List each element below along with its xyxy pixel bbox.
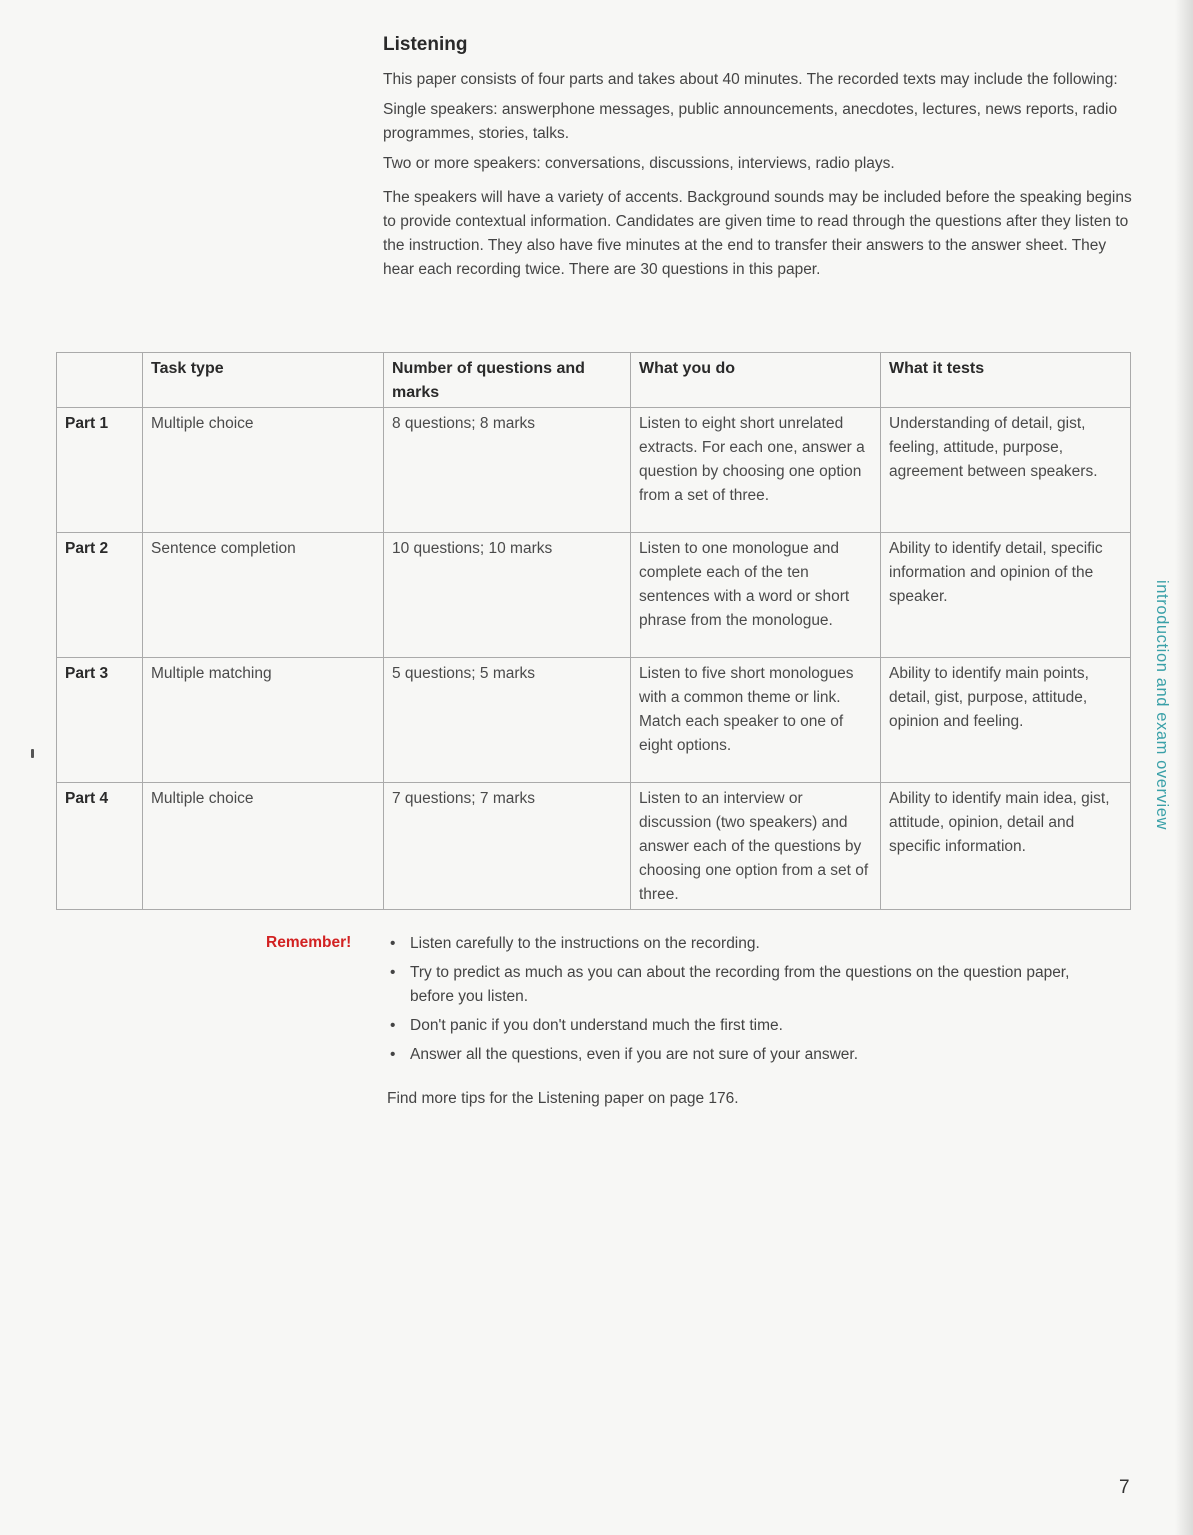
part-label: Part 2 xyxy=(57,533,143,658)
bullet-icon: • xyxy=(390,1046,396,1063)
table-row xyxy=(57,408,1131,533)
part-label: Part 3 xyxy=(57,658,143,783)
bullet-icon: • xyxy=(390,935,396,952)
questions-cell: 8 questions; 8 marks xyxy=(384,408,631,533)
table-row xyxy=(57,533,1131,658)
page-edge-shadow xyxy=(1175,0,1193,1535)
intro-paragraph: The speakers will have a variety of accents. Background sounds may be included before the speaking begins to provide contextual information. Candidates are given time to read through the questions after they listen to the instruction. They also have five minutes at the end to transfer their answers to the answer sheet. They hear each recording twice. There are 30 questions in this paper. xyxy=(383,189,1132,278)
intro-paragraph: Single speakers: answerphone messages, public announcements, anecdotes, lectures, news reports, radio programmes, stories, talks. xyxy=(383,101,1118,142)
exam-overview-table xyxy=(56,352,1131,910)
task-type-cell: Multiple choice xyxy=(143,783,384,910)
bullet-icon: • xyxy=(390,964,396,981)
questions-cell: 7 questions; 7 marks xyxy=(384,783,631,910)
part-label: Part 4 xyxy=(57,783,143,910)
tip-item xyxy=(388,961,1108,1009)
tip-text: Don't panic if you don't understand much the first time. xyxy=(410,1017,783,1034)
task-type-cell: Multiple choice xyxy=(143,408,384,533)
header-task-type: Task type xyxy=(143,353,384,408)
part-label: Part 1 xyxy=(57,408,143,533)
table-header-row xyxy=(57,353,1131,408)
intro-paragraph: Two or more speakers: conversations, discussions, interviews, radio plays. xyxy=(383,155,895,172)
side-section-label: introduction and exam overview xyxy=(1153,580,1171,831)
what-it-tests-cell: Ability to identify main idea, gist, attitude, opinion, detail and specific information. xyxy=(881,783,1131,910)
what-it-tests-cell: Understanding of detail, gist, feeling, attitude, purpose, agreement between speakers. xyxy=(881,408,1131,533)
what-you-do-cell: Listen to eight short unrelated extracts. For each one, answer a question by choosing one option from a set of three. xyxy=(631,408,881,533)
table-row xyxy=(57,658,1131,783)
tip-text: Try to predict as much as you can about the recording from the questions on the question paper, before you listen. xyxy=(410,964,1070,1005)
what-you-do-cell: Listen to an interview or discussion (two speakers) and answer each of the questions by choosing one option from a set of three. xyxy=(631,783,881,910)
tip-item xyxy=(388,1043,1108,1067)
what-you-do-cell: Listen to one monologue and complete each of the ten sentences with a word or short phrase from the monologue. xyxy=(631,533,881,658)
remember-label: Remember! xyxy=(266,934,352,951)
tip-item xyxy=(388,1014,1108,1038)
tip-text: Listen carefully to the instructions on the recording. xyxy=(410,935,760,952)
tip-item xyxy=(388,932,1108,956)
header-questions: Number of questions and marks xyxy=(384,353,631,408)
questions-cell: 5 questions; 5 marks xyxy=(384,658,631,783)
bullet-icon: • xyxy=(390,1017,396,1034)
table-row xyxy=(57,783,1131,910)
what-it-tests-cell: Ability to identify detail, specific information and opinion of the speaker. xyxy=(881,533,1131,658)
tips-list xyxy=(388,932,1108,1072)
tip-text: Answer all the questions, even if you are not sure of your answer. xyxy=(410,1046,859,1063)
section-title: Listening xyxy=(383,34,468,55)
what-you-do-cell: Listen to five short monologues with a common theme or link. Match each speaker to one of eight options. xyxy=(631,658,881,783)
task-type-cell: Sentence completion xyxy=(143,533,384,658)
header-what-it-tests: What it tests xyxy=(881,353,1131,408)
stray-mark xyxy=(31,749,34,758)
page-number: 7 xyxy=(1119,1477,1130,1498)
more-tips-text: Find more tips for the Listening paper on page 176. xyxy=(387,1090,739,1107)
task-type-cell: Multiple matching xyxy=(143,658,384,783)
header-part xyxy=(57,353,143,408)
what-it-tests-cell: Ability to identify main points, detail, gist, purpose, attitude, opinion and feeling. xyxy=(881,658,1131,783)
intro-section xyxy=(383,34,1133,288)
questions-cell: 10 questions; 10 marks xyxy=(384,533,631,658)
header-what-you-do: What you do xyxy=(631,353,881,408)
intro-paragraph: This paper consists of four parts and takes about 40 minutes. The recorded texts may include the following: xyxy=(383,71,1118,88)
